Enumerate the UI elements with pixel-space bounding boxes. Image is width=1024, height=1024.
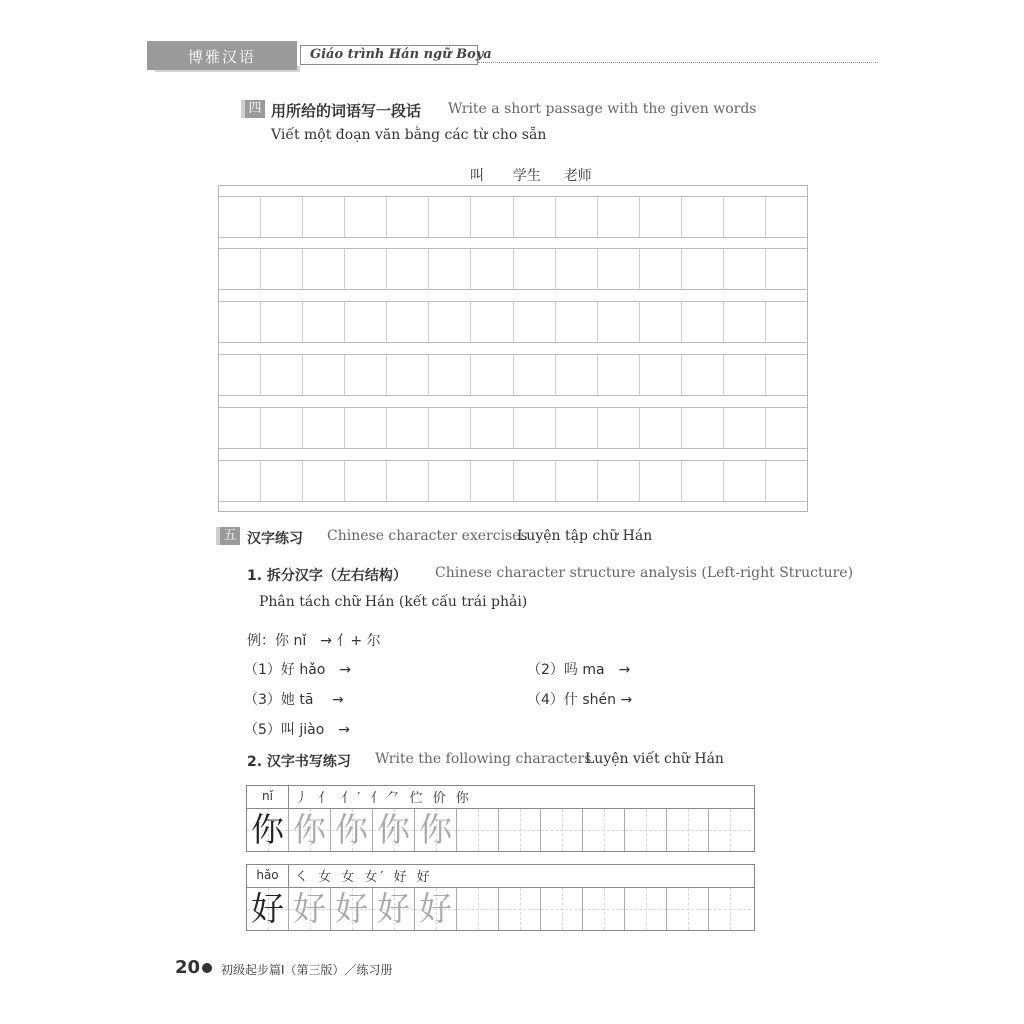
grid-cell[interactable] bbox=[766, 461, 807, 501]
trace-character[interactable]: 你 bbox=[373, 809, 415, 851]
part1-item-3: （3）她 tā → bbox=[244, 692, 344, 708]
footer-bullet-icon bbox=[202, 963, 212, 973]
practice-pinyin: hǎo bbox=[247, 865, 289, 887]
grid-cell[interactable] bbox=[387, 461, 429, 501]
grid-cell[interactable] bbox=[640, 197, 682, 237]
grid-cell[interactable] bbox=[261, 249, 303, 289]
grid-cell[interactable] bbox=[471, 249, 513, 289]
section4-title-en: Write a short passage with the given words bbox=[448, 101, 757, 117]
given-word-2: 学生 bbox=[512, 168, 541, 184]
empty-practice-cell[interactable] bbox=[583, 888, 625, 930]
grid-cell[interactable] bbox=[598, 461, 640, 501]
grid-cell[interactable] bbox=[261, 302, 303, 342]
grid-cell[interactable] bbox=[766, 408, 807, 448]
grid-cell[interactable] bbox=[724, 408, 766, 448]
part1-title-zh: 1. 拆分汉字（左右结构） bbox=[247, 568, 407, 584]
given-words bbox=[470, 165, 592, 185]
practice-row bbox=[247, 809, 754, 851]
grid-cell[interactable] bbox=[387, 249, 429, 289]
grid-cell[interactable] bbox=[514, 408, 556, 448]
trace-character[interactable]: 好 bbox=[415, 888, 457, 930]
grid-cell[interactable] bbox=[682, 197, 724, 237]
grid-cell[interactable] bbox=[429, 249, 471, 289]
grid-cell[interactable] bbox=[556, 249, 598, 289]
given-word-3: 老师 bbox=[563, 168, 592, 184]
grid-row[interactable] bbox=[219, 460, 807, 502]
grid-cell[interactable] bbox=[219, 355, 261, 395]
grid-cell[interactable] bbox=[387, 302, 429, 342]
grid-cell[interactable] bbox=[640, 408, 682, 448]
part2-title-en: Write the following characters bbox=[375, 751, 592, 767]
grid-cell[interactable] bbox=[345, 355, 387, 395]
part1-item-1: （1）好 hǎo → bbox=[244, 662, 352, 678]
grid-cell[interactable] bbox=[219, 249, 261, 289]
grid-cell[interactable] bbox=[514, 197, 556, 237]
grid-cell[interactable] bbox=[640, 355, 682, 395]
empty-practice-cell[interactable] bbox=[667, 809, 709, 851]
grid-row[interactable] bbox=[219, 196, 807, 238]
grid-cell[interactable] bbox=[303, 408, 345, 448]
grid-cell[interactable] bbox=[682, 461, 724, 501]
trace-character[interactable]: 你 bbox=[415, 809, 457, 851]
grid-cell[interactable] bbox=[682, 355, 724, 395]
empty-practice-cell[interactable] bbox=[541, 809, 583, 851]
header-book-box bbox=[300, 45, 492, 65]
header-series-tab bbox=[147, 41, 297, 70]
empty-practice-cell[interactable] bbox=[541, 888, 583, 930]
grid-cell[interactable] bbox=[471, 461, 513, 501]
grid-cell[interactable] bbox=[219, 461, 261, 501]
empty-practice-cell[interactable] bbox=[625, 809, 667, 851]
grid-cell[interactable] bbox=[514, 249, 556, 289]
trace-character[interactable]: 你 bbox=[289, 809, 331, 851]
grid-cell[interactable] bbox=[261, 355, 303, 395]
section5-title-en: Chinese character exercises bbox=[327, 528, 528, 544]
empty-practice-cell[interactable] bbox=[499, 888, 541, 930]
grid-row[interactable] bbox=[219, 248, 807, 290]
grid-cell[interactable] bbox=[471, 197, 513, 237]
grid-cell[interactable] bbox=[556, 302, 598, 342]
grid-cell[interactable] bbox=[682, 302, 724, 342]
grid-cell[interactable] bbox=[219, 408, 261, 448]
grid-cell[interactable] bbox=[303, 461, 345, 501]
grid-cell[interactable] bbox=[556, 461, 598, 501]
practice-row bbox=[247, 888, 754, 930]
practice-pinyin: nǐ bbox=[247, 786, 289, 808]
grid-row[interactable] bbox=[219, 301, 807, 343]
header-series-title: 博雅汉语 bbox=[187, 48, 256, 66]
empty-practice-cell[interactable] bbox=[667, 888, 709, 930]
grid-cell[interactable] bbox=[598, 355, 640, 395]
grid-cell[interactable] bbox=[429, 197, 471, 237]
footer-book-info: 初级起步篇Ⅰ（第三版）／练习册 bbox=[221, 963, 393, 977]
grid-cell[interactable] bbox=[724, 461, 766, 501]
section4-title-vi: Viết một đoạn văn bằng các từ cho sẵn bbox=[271, 127, 547, 143]
grid-cell[interactable] bbox=[556, 355, 598, 395]
grid-cell[interactable] bbox=[387, 355, 429, 395]
grid-cell[interactable] bbox=[471, 355, 513, 395]
grid-cell[interactable] bbox=[345, 249, 387, 289]
empty-practice-cell[interactable] bbox=[457, 888, 499, 930]
grid-cell[interactable] bbox=[345, 408, 387, 448]
grid-row[interactable] bbox=[219, 407, 807, 449]
header-dotted-rule bbox=[478, 62, 878, 63]
grid-cell[interactable] bbox=[598, 302, 640, 342]
empty-practice-cell[interactable] bbox=[625, 888, 667, 930]
section4-badge: 四 bbox=[245, 100, 265, 118]
stroke-order: 丿 亻 亻′ 亻⺈ 伫 价 你 bbox=[295, 791, 472, 806]
grid-cell[interactable] bbox=[429, 302, 471, 342]
grid-cell[interactable] bbox=[556, 197, 598, 237]
practice-header bbox=[247, 865, 754, 888]
grid-cell[interactable] bbox=[261, 408, 303, 448]
model-character: 你 bbox=[247, 809, 289, 851]
grid-cell[interactable] bbox=[471, 302, 513, 342]
grid-cell[interactable] bbox=[345, 302, 387, 342]
grid-cell[interactable] bbox=[514, 461, 556, 501]
trace-character[interactable]: 好 bbox=[373, 888, 415, 930]
grid-cell[interactable] bbox=[514, 355, 556, 395]
grid-cell[interactable] bbox=[598, 249, 640, 289]
section4-title-zh: 用所给的词语写一段话 bbox=[271, 102, 422, 120]
grid-cell[interactable] bbox=[303, 249, 345, 289]
grid-cell[interactable] bbox=[556, 408, 598, 448]
grid-cell[interactable] bbox=[345, 197, 387, 237]
grid-cell[interactable] bbox=[471, 408, 513, 448]
part1-item-2: （2）吗 ma → bbox=[527, 662, 631, 678]
grid-cell[interactable] bbox=[724, 302, 766, 342]
model-character: 好 bbox=[247, 888, 289, 930]
section5-title-zh: 汉字练习 bbox=[247, 531, 303, 547]
grid-cell[interactable] bbox=[514, 302, 556, 342]
empty-practice-cell[interactable] bbox=[583, 809, 625, 851]
practice-header bbox=[247, 786, 754, 809]
grid-cell[interactable] bbox=[303, 355, 345, 395]
grid-cell[interactable] bbox=[345, 461, 387, 501]
grid-cell[interactable] bbox=[598, 408, 640, 448]
grid-cell[interactable] bbox=[724, 249, 766, 289]
grid-cell[interactable] bbox=[261, 197, 303, 237]
part1-title-vi: Phân tách chữ Hán (kết cấu trái phải) bbox=[259, 594, 528, 610]
grid-cell[interactable] bbox=[640, 249, 682, 289]
grid-cell[interactable] bbox=[303, 197, 345, 237]
part2-title-vi: Luyện viết chữ Hán bbox=[585, 751, 724, 767]
grid-cell[interactable] bbox=[387, 408, 429, 448]
grid-cell[interactable] bbox=[219, 197, 261, 237]
grid-cell[interactable] bbox=[682, 408, 724, 448]
section5-title-vi: Luyện tập chữ Hán bbox=[517, 528, 653, 544]
grid-cell[interactable] bbox=[766, 197, 807, 237]
grid-cell[interactable] bbox=[303, 302, 345, 342]
stroke-order: ㇛ 女 女 女′ 好 好 bbox=[295, 870, 433, 885]
grid-cell[interactable] bbox=[766, 355, 807, 395]
grid-cell[interactable] bbox=[219, 302, 261, 342]
practice-table-ni bbox=[246, 785, 755, 852]
grid-cell[interactable] bbox=[724, 197, 766, 237]
grid-cell[interactable] bbox=[682, 249, 724, 289]
trace-character[interactable]: 好 bbox=[289, 888, 331, 930]
empty-practice-cell[interactable] bbox=[709, 809, 751, 851]
section5-badge: 五 bbox=[220, 527, 240, 545]
grid-cell[interactable] bbox=[429, 355, 471, 395]
given-word-1: 叫 bbox=[470, 168, 484, 184]
grid-cell[interactable] bbox=[429, 461, 471, 501]
header-book-title: Giáo trình Hán ngữ Boya bbox=[310, 47, 492, 62]
grid-cell[interactable] bbox=[387, 197, 429, 237]
practice-table-hao bbox=[246, 864, 755, 931]
part1-item-5: （5）叫 jiào → bbox=[244, 722, 351, 738]
empty-practice-cell[interactable] bbox=[499, 809, 541, 851]
grid-cell[interactable] bbox=[640, 461, 682, 501]
grid-cell[interactable] bbox=[724, 355, 766, 395]
trace-character[interactable]: 好 bbox=[331, 888, 373, 930]
part1-example: 例：你 nǐ → 亻+ 尔 bbox=[247, 633, 381, 649]
trace-character[interactable]: 你 bbox=[331, 809, 373, 851]
grid-cell[interactable] bbox=[261, 461, 303, 501]
part1-item-4: （4）什 shén → bbox=[527, 692, 633, 708]
grid-cell[interactable] bbox=[640, 302, 682, 342]
part1-title-en: Chinese character structure analysis (Left-right Structure) bbox=[435, 565, 854, 581]
grid-row[interactable] bbox=[219, 354, 807, 396]
grid-cell[interactable] bbox=[598, 197, 640, 237]
page-number: 20 bbox=[175, 957, 201, 978]
grid-cell[interactable] bbox=[429, 408, 471, 448]
part2-title-zh: 2. 汉字书写练习 bbox=[247, 754, 351, 770]
grid-cell[interactable] bbox=[766, 249, 807, 289]
empty-practice-cell[interactable] bbox=[709, 888, 751, 930]
grid-cell[interactable] bbox=[766, 302, 807, 342]
writing-grid[interactable] bbox=[218, 185, 808, 512]
empty-practice-cell[interactable] bbox=[457, 809, 499, 851]
